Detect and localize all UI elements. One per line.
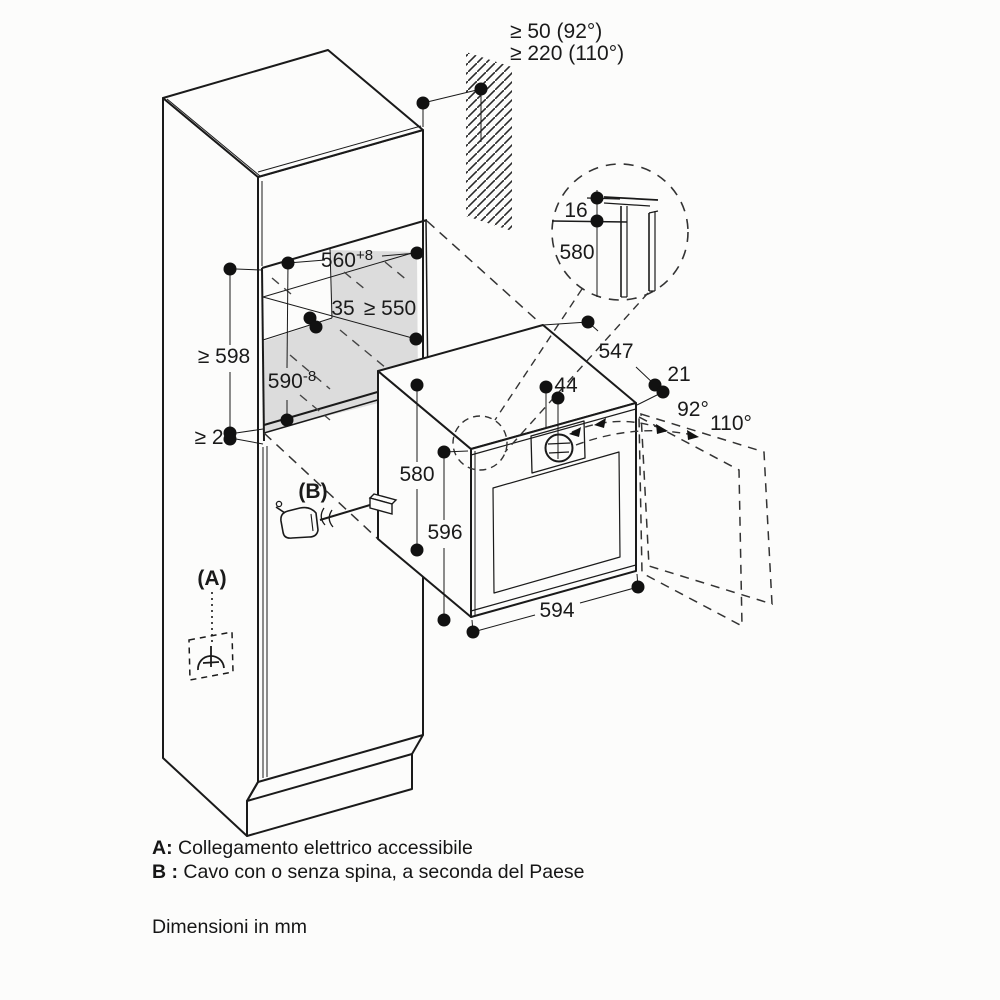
clearance-label-1: ≥ 50 (92°) [510, 20, 603, 43]
niche-height-label: $590^{-8}$ [267, 368, 317, 393]
control-knob [546, 435, 573, 462]
oven-width-label: 594 [539, 599, 575, 622]
oven-door-offset-label: 21 [667, 363, 691, 386]
oven-panel-height-label: 44 [554, 374, 578, 397]
niche-setback-label: 35 [331, 297, 355, 320]
niche-bottom-gap-label: ≥ 2 [194, 426, 224, 449]
units-note: Dimensioni in mm [152, 916, 307, 938]
clearance-label-2: ≥ 220 (110°) [510, 42, 625, 65]
niche-width-label: $560^{+8}$ [320, 247, 374, 272]
footnote-a-text: Collegamento elettrico accessibile [172, 837, 473, 859]
footnotes [152, 836, 585, 884]
niche-depth-label: ≥ 550 [363, 297, 417, 320]
detail-height-label: 580 [559, 241, 595, 264]
callout-a-label: (A) [197, 567, 227, 590]
callout-b-label: (B) [298, 480, 328, 503]
footnote-b-text: Cavo con o senza spina, a seconda del Paese [178, 861, 585, 883]
footnote-b [152, 860, 585, 884]
oven-depth-label: 547 [598, 340, 634, 363]
detail-gap-label: 16 [564, 199, 588, 222]
footnote-a-key: A: [152, 837, 173, 859]
oven-height-front-label: 596 [427, 521, 463, 544]
wall-hatch [417, 52, 513, 231]
niche-outer-height-label: ≥ 598 [197, 345, 251, 368]
door-angle-1-label: 92° [677, 398, 709, 421]
oven-height-inner-label: 580 [399, 463, 435, 486]
footnote-b-key: B : [152, 861, 178, 883]
footnote-a [152, 836, 585, 860]
door-angle-2-label: 110° [710, 412, 752, 435]
